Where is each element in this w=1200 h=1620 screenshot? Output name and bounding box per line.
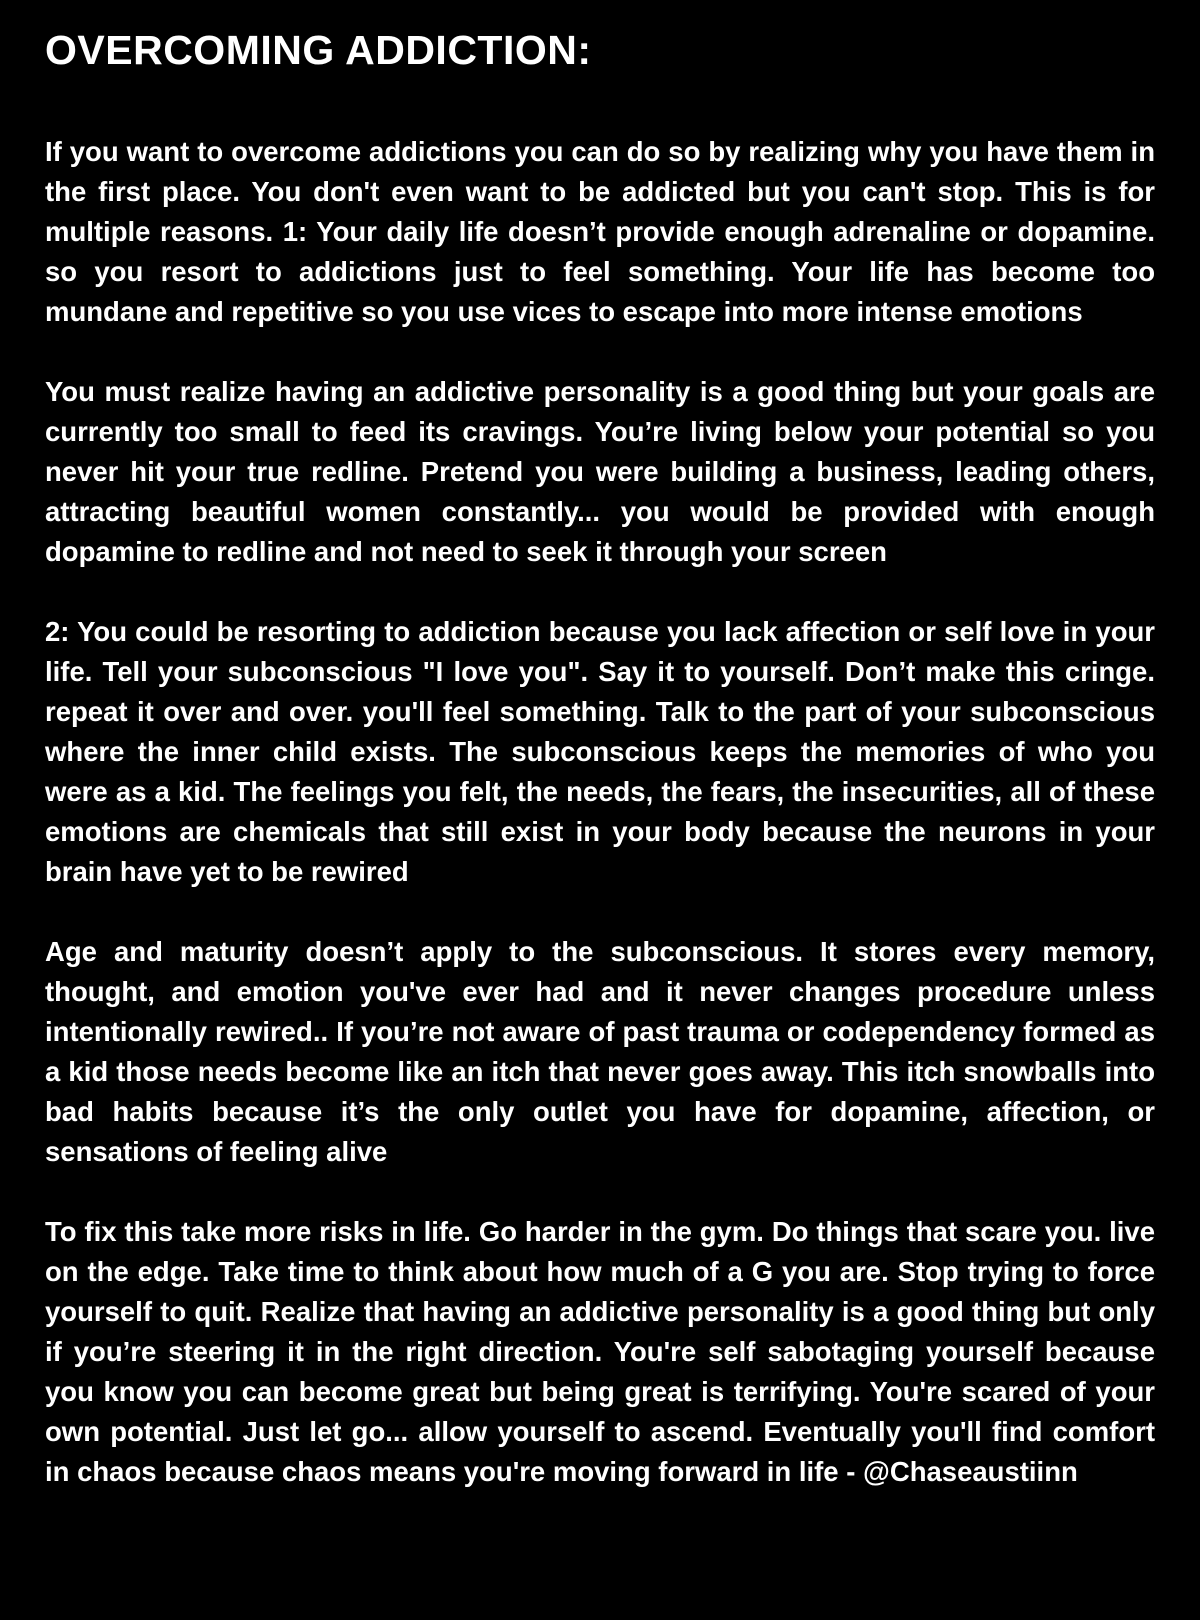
paragraph-2: You must realize having an addictive personality is a good thing but your goals are currently too small to feed its cravings. You’re living below your potential so you never hit your true redline. Pretend you were building a business, leading others, attracting beautiful women constantly... you would be provided with enough dopamine to redline and not need to seek it through your screen [45, 376, 1155, 567]
page-title: OVERCOMING ADDICTION: [45, 27, 592, 73]
paragraph-3: 2: You could be resorting to addiction because you lack affection or self love in your life. Tell your subconscious "I love you". Say it to yourself. Don’t make this cringe. repeat it over and over. you'll feel something. Talk to the part of your subconscious where the inner child exists. The subconscious keeps the memories of who you were as a kid. The feelings you felt, the needs, the fears, the insecurities, all of these emotions are chemicals that still exist in your body because the neurons in your brain have yet to be rewired [45, 616, 1155, 887]
paragraph-1: If you want to overcome addictions you can do so by realizing why you have them in the first place. You don't even want to be addicted but you can't stop. This is for multiple reasons. 1: Your daily life doesn’t provide enough adrenaline or dopamine. so you resort to addictions just to feel something. Your life has become too mundane and repetitive so you use vices to escape into more intense emotions [45, 136, 1155, 327]
paragraph-4: Age and maturity doesn’t apply to the subconscious. It stores every memory, thought, and emotion you've ever had and it never changes procedure unless intentionally rewired.. If you’re not aware of past trauma or codependency formed as a kid those needs become like an itch that never goes away. This itch snowballs into bad habits because it’s the only outlet you have for dopamine, affection, or sensations of feeling alive [45, 936, 1155, 1167]
paragraph-5: To fix this take more risks in life. Go harder in the gym. Do things that scare you. live on the edge. Take time to think about how much of a G you are. Stop trying to force yourself to quit. Realize that having an addictive personality is a good thing but only if you’re steering it in the right direction. You're self sabotaging yourself because you know you can become great but being great is terrifying. You're scared of your own potential. Just let go... allow yourself to ascend. Eventually you'll find comfort in chaos because chaos means you're moving forward in life - @Chaseaustiinn [45, 1216, 1155, 1487]
